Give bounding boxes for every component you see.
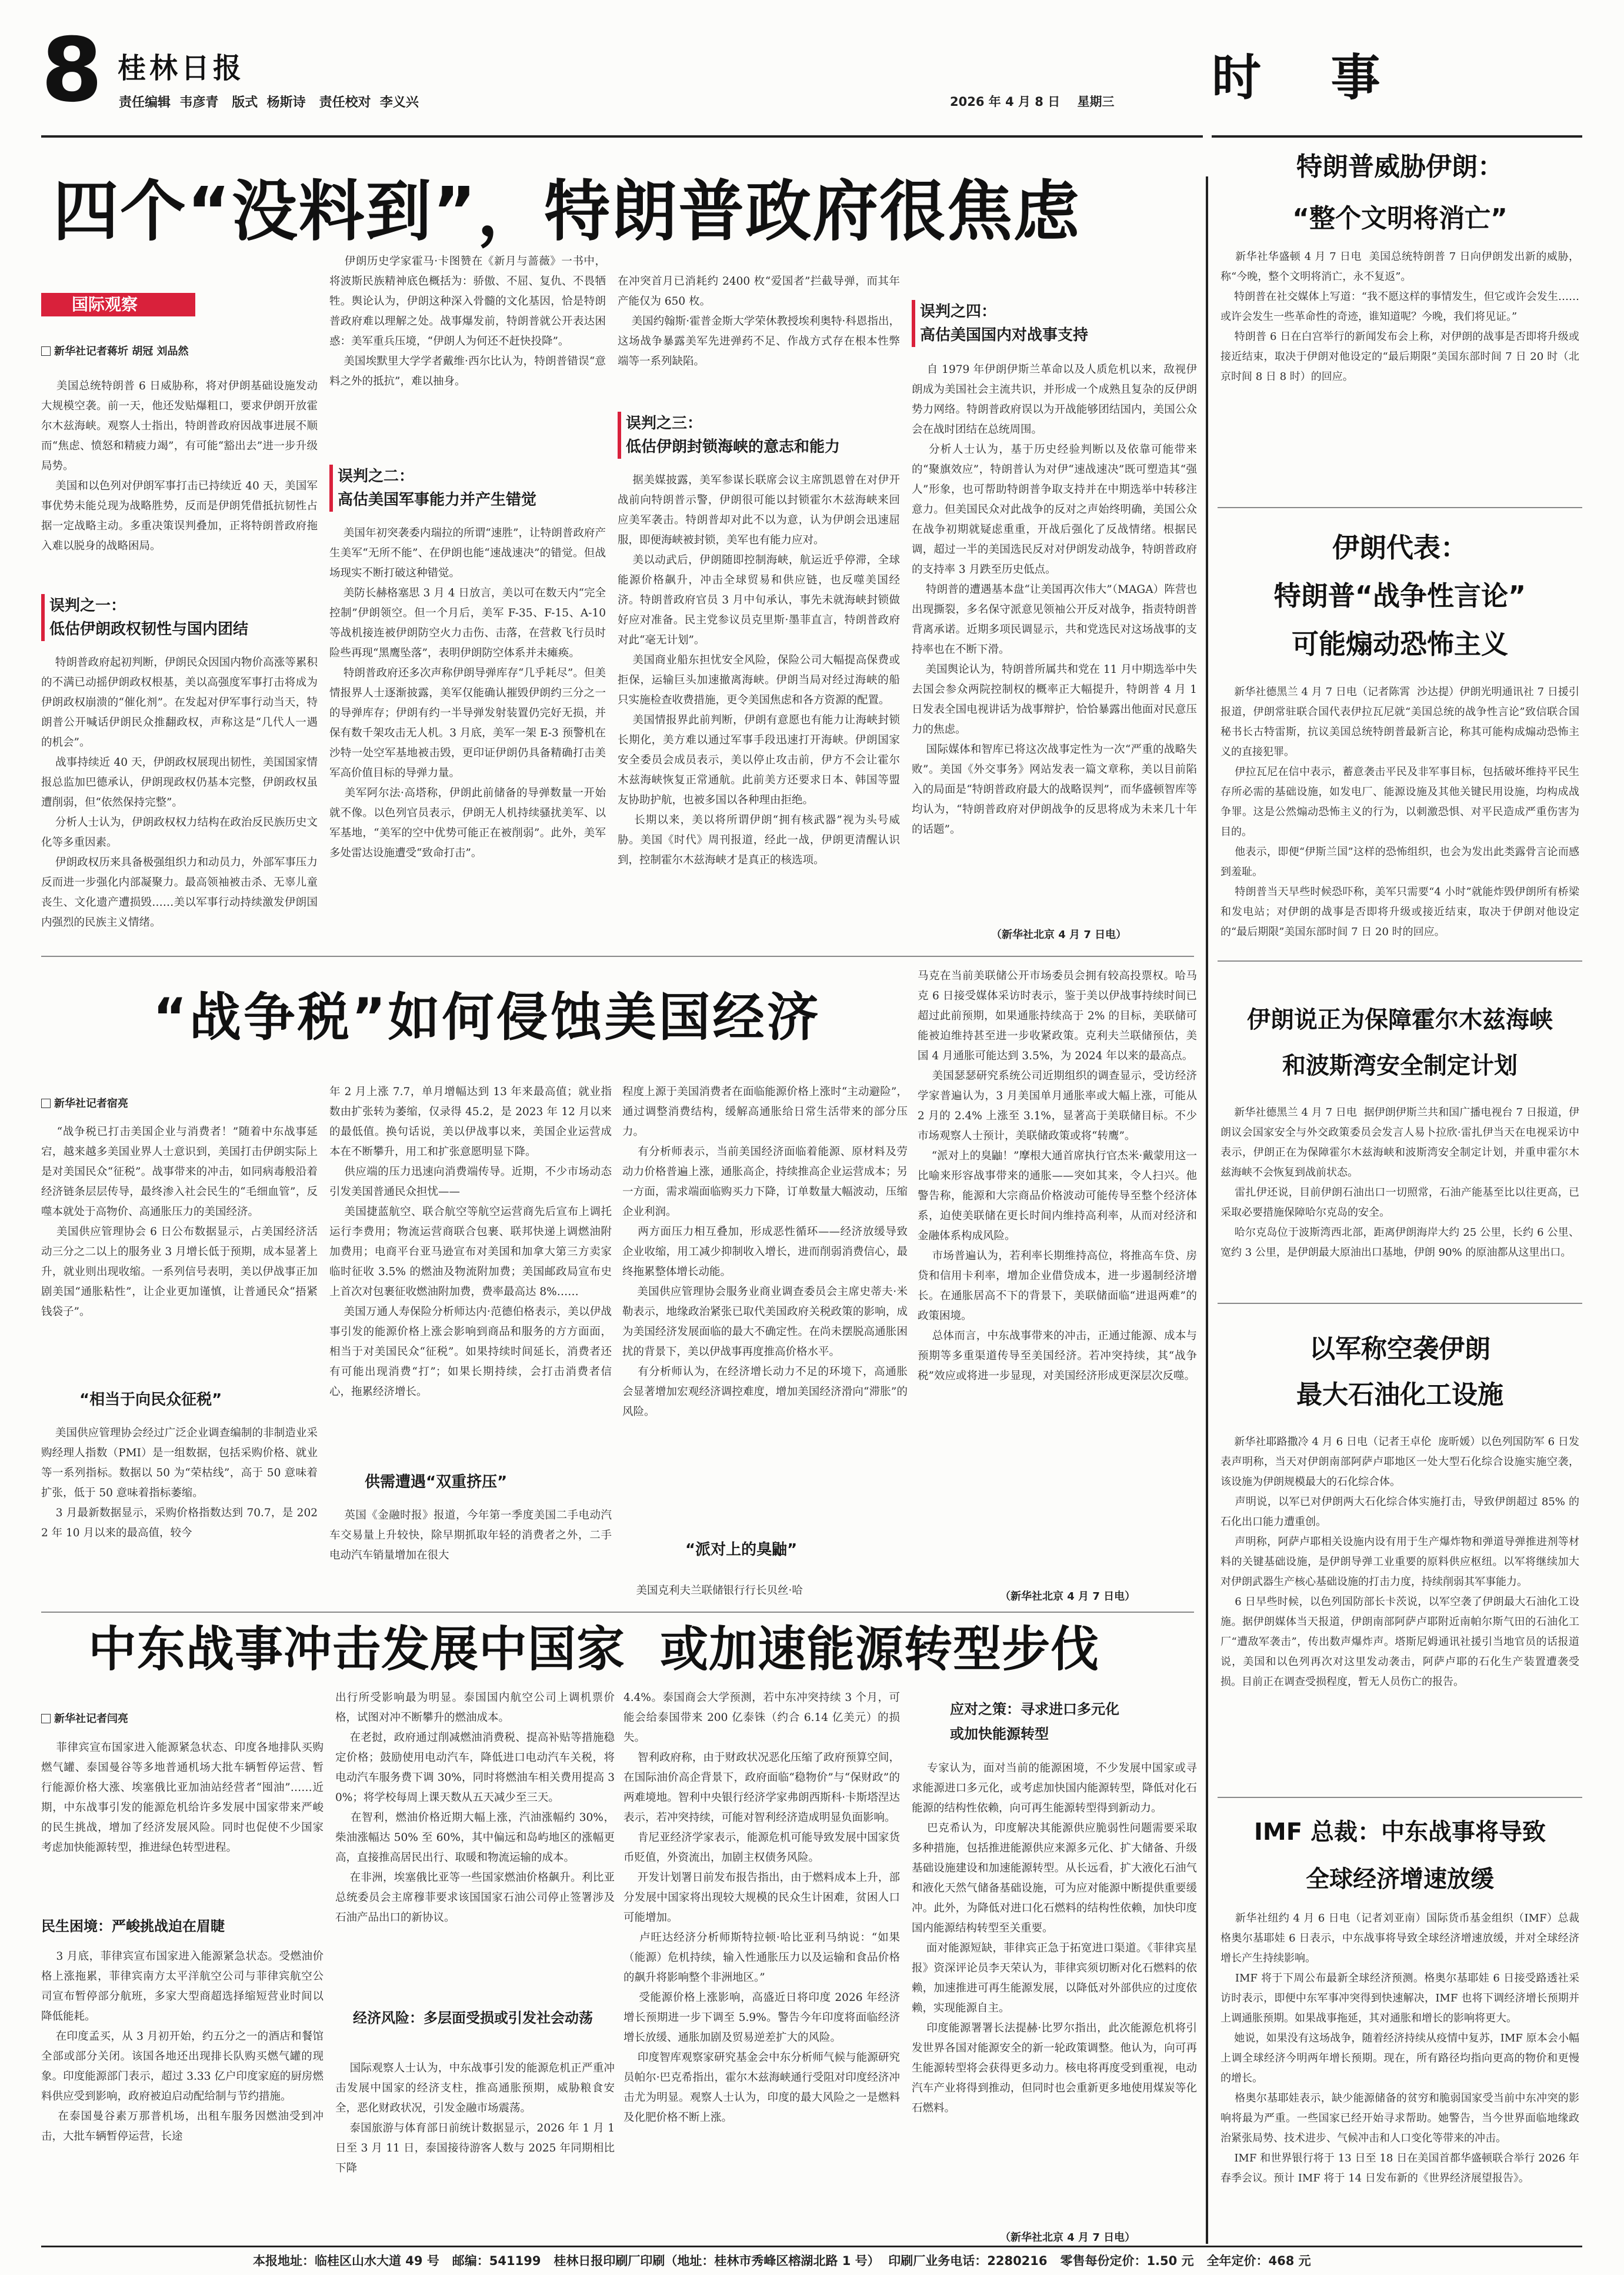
article2-s3-text: 美国克利夫兰联储银行行长贝丝·哈 bbox=[622, 1585, 803, 1597]
sidebar-item-3-title: 伊朗说正为保障霍尔木兹海峡 和波斯湾安全制定计划 bbox=[1247, 1006, 1553, 1079]
article2-s1-text: 美国供应管理协会经过广泛企业调查编制的非制造业采购经理人指数（PMI）是一组数据，包括采购价格、就业等一系列指标。数据以 50 为“荣枯线”，高于 50 意味着扩张，低于 50 意味着指标萎缩。 3 月最新数据显示，采购价格指数达到 70.7，是 2022 年 10 月以来的最高值，较今 bbox=[41, 1427, 318, 1539]
byline-marker-icon bbox=[41, 1099, 51, 1108]
bottom-rule bbox=[41, 2246, 1582, 2247]
sidebar-item-1-text: 新华社华盛顿 4 月 7 日电 美国总统特朗普 7 日向伊朗发出新的威胁，称“今晚，整个文明将消亡，永不复返”。 特朗普在社交媒体上写道：“我不愿这样的事情发生，但它或许会发生……或许会发生一些革命性的奇迹，谁知道呢？今晚，我们将见证。” 特朗普 6 日在白宫举行的新闻发布会上称，对伊朗的战事是否即将升级或接近结束，取决于伊朗对他设定的“最后期限”美国东部时间 7 日 20 时（北京时间 8 日 8 时）的回应。 bbox=[1220, 251, 1579, 383]
article1-byline: 新华社记者蒋圻 胡冠 刘品然 bbox=[41, 343, 189, 358]
article1-headline: 四个“没料到”，特朗普政府很焦虑 bbox=[53, 174, 1081, 250]
article2-col1-lead: “战争税已打击美国企业与消费者！”随着中东战事延宕，越来越多美国业界人士意识到，美国打击伊朗实际上是对美国民众“征税”。战事带来的冲击，如同病毒般沿着经济链条层层传导，最终渗入社会民生的“毛细血管”，反噬本就处于高物价、高通胀压力的美国经济。 美国供应管理协会 6 日公布数据显示，占美国经济活动三分之二以上的服务业 3 月增长低于预期，成本显著上升，就业则出现收缩。一系列信号表明，美以伊战事正加剧美国“通胀粘性”，让企业更加谨慎，让普通民众“捂紧钱袋子”。 bbox=[41, 1126, 318, 1318]
section-name: 时 事 bbox=[1212, 48, 1392, 106]
paper-name: 桂林日报 bbox=[118, 52, 245, 85]
article3-col3: 4.4%。泰国商会大学预测，若中东冲突持续 3 个月，可能会给泰国带来 200 亿泰铢（约合 6.14 亿美元）的损失。 智利政府称，由于财政状况恶化压缩了政府预算空间，在国际油价高企背景下，政府面临“稳物价”与“保财政”的两难境地。智利中央银行经济学家弗朗西斯科·卡斯塔涅达表示，若冲突持续，可能对智利经济造成明显负面影响。 肯尼亚经济学家表示，能源危机可能导致发展中国家货币贬值，外资流出，加剧主权债务风险。 开发计划署日前发布报告指出，由于燃料成本上升，部分发展中国家将出现较大规模的民众生计困难，贫困人口可能增加。 卢旺达经济分析师斯特拉顿·哈比亚利马纳说：“如果（能源）危机持续，输入性通胀压力以及运输和食品价格的飙升将影响整个非洲地区。” 受能源价格上涨影响，高盛近日将印度 2026 年经济增长预期进一步下调至 5.9%。警告今年印度将面临经济增长放缓、通胀加剧及贸易逆差扩大的风险。 印度智库观察家研究基金会中东分析师气候与能源研究员帕尔·巴克希指出，霍尔木兹海峡通行受阻对印度经济冲击尤为明显。观察人士认为，印度的最大风险之一是燃料及化肥价格不断上涨。 bbox=[623, 1692, 901, 2124]
sidebar-item-2-title: 伊朗代表： 特朗普“战争性言论” 可能煽动恐怖主义 bbox=[1273, 532, 1526, 660]
article1-s3-title: 误判之三： 低估伊朗封锁海峡的意志和能力 bbox=[618, 412, 902, 459]
article1-s4-title: 误判之四： 高估美国国内对战事支持 bbox=[912, 300, 1196, 347]
article1-s4-text: 自 1979 年伊朗伊斯兰革命以及人质危机以来，敌视伊朗成为美国社会主流共识，并形成一个成熟且复杂的反伊朗势力网络。特朗普政府误以为开战能够团结国内，美国公众会在战时团结在总统周围。 分析人士认为，基于历史经验判断以及依靠可能带来的“聚旗效应”，特朗普认为对伊“速战速决”既可塑造其“强人”形象，也可帮助特朗普争取支持并在中期选举中转移注意力。但美国民众对此战争的反对之声始终明确，美国公众在战争初期就疑虑重重，开战后强化了反战情绪。根据民调，超过一半的美国选民反对对伊朗发动战争，特朗普政府的支持率 3 月跌至历史低点。 特朗普的遭遇基本盘“让美国再次伟大”（MAGA）阵营也出现撕裂，多名保守派意见领袖公开反对战争，指责特朗普背离承诺。近期多项民调显示，共和党选民对这场战事的支持率也在不断下滑。 美国舆论认为，特朗普所属共和党在 11 月中期选举中失去国会参众两院控制权的概率正大幅提升，特朗普 4 月 1 日发表全国电视讲话为战事辩护，恰恰暴露出他面对民意压力的焦虑。 国际媒体和智库已将这次战事定性为一次“严重的战略失败”。美国《外交事务》网站发表一篇文章称，美以目前陷入的局面是“特朗普政府最大的战略误判”，而华盛顿智库等均认为，“特朗普政府对伊朗战争的反思将成为未来几十年的话题”。 bbox=[912, 363, 1197, 836]
article1-footer: （新华社北京 4 月 7 日电） bbox=[991, 929, 1127, 941]
sidebar-item-5-text: 新华社纽约 4 月 6 日电（记者刘亚南）国际货币基金组织（IMF）总裁格奥尔基耶娃 6 日表示，中东战事将导致全球经济增速放缓，并对全球经济增长产生持续影响。 IMF 将于下周公布最新全球经济预测。格奥尔基耶娃 6 日接受路透社采访时表示，即便中东军事冲突得到快速解决，IMF 也将下调经济增长预期并上调通胀预期。如果战事拖延，其对通胀和增长的影响将更大。 她说，如果没有这场战争，随着经济持续从疫情中复苏，IMF 原本会小幅上调全球经济今明两年增长预期。现在，所有路径均指向更高的物价和更慢的增长。 格奥尔基耶娃表示，缺少能源储备的贫穷和脆弱国家受当前中东冲突的影响将最为严重。一些国家已经开始寻求帮助。她警告，当今世界面临地缘政治紧张局势、技术进步、气候冲击和人口变化等带来的冲击。 IMF 和世界银行将于 13 日至 18 日在美国首都华盛顿联合举行 2026 年春季会议。预计 IMF 将于 14 日发布新的《世界经济展望报告》。 bbox=[1220, 1912, 1580, 2184]
article1-tag: 国际观察 bbox=[72, 295, 138, 314]
article3-byline: 新华社记者闫亮 bbox=[41, 1710, 128, 1726]
sidebar-rule-3 bbox=[1218, 1303, 1582, 1304]
masthead-rule bbox=[41, 135, 1203, 138]
article1-col2-lead: 伊朗历史学家霍马·卡图赞在《新月与蔷薇》一书中，将波斯民族精神底色概括为：骄傲、不屈、复仇、不畏牺牲。舆论认为，伊朗这种深入骨髓的文化基因，恰是特朗普政府难以理解之处。战事爆发前，特朗普就公开表达困惑：美军重兵压境，“伊朗人为何还不赶快投降”。 美国埃默里大学学者戴维·西尔比认为，特朗普错误“意料之外的抵抗”，难以抽身。 bbox=[329, 255, 606, 388]
article1-s1-title: 误判之一： 低估伊朗政权韧性与国内团结 bbox=[41, 594, 320, 641]
article1-s2-title: 误判之二： 高估美国军事能力并产生错觉 bbox=[329, 465, 608, 512]
sidebar-rule-2 bbox=[1218, 960, 1582, 962]
article1-s1-text: 特朗普政府起初判断，伊朗民众因国内物价高涨等累积的不满已动摇伊朗政权根基，美以高强度军事打击将成为伊朗政权崩溃的“催化剂”。在发起对伊军事行动当天，特朗普公开喊话伊朗民众推翻政权，声称这是“几代人一遇的机会”。 战事持续近 40 天，伊朗政权展现出韧性，美国国家情报总监加巴德承认，伊朗现政权仍基本完整，伊朗政权虽遭削弱，但“依然保持完整”。 分析人士认为，伊朗政权权力结构在政治反民族历史文化等多重因素。 伊朗政权历来具备极强组织力和动员力，外部军事压力反而进一步强化内部凝聚力。最高领袖被击杀、无辜儿童丧生、文化遗产遭损毁……美以军事行动持续激发伊朗国内强烈的民族主义情绪。 bbox=[41, 656, 318, 929]
article3-s1-text: 3 月底，菲律宾宣布国家进入能源紧急状态。受燃油价格上涨拖累，菲律宾南方太平洋航空公司与菲律宾航空公司宣布暂停部分航班，多家大型商超选择缩短营业时间以降低能耗。 在印度孟买，从 3 月初开始，约五分之一的酒店和餐馆全部或部分关闭。该国各地还出现排长队购买燃气罐的现象。印度能源部门表示，超过 3.33 亿户印度家庭的厨房燃料供应受到影响，政府被迫启动配给制与节约措施。 在泰国曼谷素万那普机场，出租车服务因燃油受到冲击，大批车辆暂停运营，长途 bbox=[41, 1950, 324, 2143]
byline-marker-icon bbox=[41, 346, 51, 356]
publisher-info: 本报地址：临桂区山水大道 49 号 邮编：541199 桂林日报印刷厂印刷（地址：桂林市秀峰区榕湖北路 1 号） 印刷厂业务电话：2280216 零售每份定价：1.50 元 全年定价：468 元 bbox=[253, 2254, 1311, 2268]
article2-s2-text: 英国《金融时报》报道，今年第一季度美国二手电动汽车交易量上升较快，除早期抓取年轻的消费者之外，二手电动汽车销量增加在很大 bbox=[329, 1509, 612, 1562]
article3-headline: 中东战事冲击发展中国家 或加速能源转型步伐 bbox=[88, 1622, 1100, 1677]
masthead bbox=[41, 19, 1582, 132]
article2-footer: （新华社北京 4 月 7 日电） bbox=[1000, 1590, 1136, 1603]
article1-s2-text: 美国年初突袭委内瑞拉的所谓“速胜”，让特朗普政府产生美军“无所不能”、在伊朗也能“速战速决”的错觉。但战场现实不断打破这种错觉。 美防长赫格塞思 3 月 4 日放言，美以可在数天内“完全控制”伊朗领空。但一个月后，美军 F-35、F-15、A-10 等战机接连被伊朗防空火力击伤、击落，在营救飞行员时险些再现“黑鹰坠落”，表明伊朗防空体系并未瘫痪。 特朗普政府还多次声称伊朗导弹库存“几乎耗尽”。但美情报界人士逐渐披露，美军仅能确认摧毁伊朗约三分之一的导弹库存；伊朗有约一半导弹发射装置仍完好无损，并保有数千架攻击无人机。3 月底，美军一架 E-3 预警机在沙特一处空军基地被击毁，更印证伊朗仍具备精确打击美军高价值目标的导弹力量。 美军阿尔法·高塔称，伊朗此前储备的导弹数量一开始就不像。以色列官员表示，伊朗无人机持续骚扰美军、以军基地，“美军的空中优势可能正在被削弱”。此外，美军多处雷达设施遭受“致命打击”。 bbox=[329, 527, 606, 859]
article3-s2-title: 经济风险：多层面受损或引发社会动荡 bbox=[353, 2010, 593, 2026]
sidebar-item-3-text: 新华社德黑兰 4 月 7 日电 据伊朗伊斯兰共和国广播电视台 7 日报道，伊朗议会国家安全与外交政策委员会发言人易卜拉欣·雷扎伊当天在电视采访中表示，伊朗正在为保障霍尔木兹海峡和波斯湾安全制定计划，并重申霍尔木兹海峡不会恢复到战前状态。 雷扎伊还说，目前伊朗石油出口一切照常，石油产能基至比以往更高，已采取必要措施保障哈尔克岛的安全。 哈尔克岛位于波斯湾西北部，距离伊朗海岸大约 25 公里，长约 6 公里、宽约 3 公里，是伊朗最大原油出口基地，伊朗 90% 的原油都从这里出口。 bbox=[1220, 1106, 1580, 1259]
issue-date: 2026 年 4 月 8 日 星期三 bbox=[950, 95, 1115, 109]
page-number: 8 bbox=[41, 19, 103, 122]
article2-col3-lead: 程度上源于美国消费者在面临能源价格上涨时“主动避险”，通过调整消费结构，缓解高通胀给日常生活带来的部分压力。 有分析师表示，当前美国经济面临着能源、原材料及劳动力价格普遍上涨，通胀高企，持续推高企业运营成本；另一方面，需求端面临购买力下降，订单数量大幅波动，压缩企业利润。 两方面压力相互叠加，形成恶性循环——经济放缓导致企业收缩，用工减少抑制收入增长，进而削弱消费信心，最终拖累整体增长动能。 美国供应管理协会服务业商业调查委员会主席史蒂夫·米勒表示，地缘政治紧张已取代美国政府关税政策的影响，成为美国经济发展面临的最大不确定性。在尚未摆脱高通胀困扰的背景下，美以伊战事再度推高价格水平。 有分析师认为，在经济增长动力不足的环境下，高通胀会显著增加宏观经济调控难度，增加美国经济滑向“滞胀”的风险。 bbox=[622, 1086, 908, 1418]
sidebar-divider bbox=[1206, 176, 1208, 2244]
article1-col1-lead: 美国总统特朗普 6 日威胁称，将对伊朗基础设施发动大规模空袭。前一天，他还发贴爆粗口，要求伊朗开放霍尔木兹海峡。观察人士指出，特朗普政府因战事进展不顺而“焦虑、愤怒和精疲力竭”，有可能“豁出去”进一步升级局势。 美国和以色列对伊朗军事打击已持续近 40 天，美国军事优势未能兑现为战略胜势，反而是伊朗凭借抵抗韧性占据一定战略主动。多重决策误判叠加，正将特朗普政府拖入难以脱身的战略困局。 bbox=[41, 380, 318, 552]
sidebar-item-4-text: 新华社耶路撒冷 4 月 6 日电（记者王卓伦 庞昕媛）以色列国防军 6 日发表声明称，当天对伊朗南部阿萨卢耶地区一处大型石化综合设施实施空袭，该设施为伊朗规模最大的石化综合体。 声明说，以军已对伊朗两大石化综合体实施打击，导致伊朗超过 85% 的石化出口能力遭重创。 声明称，阿萨卢耶相关设施内设有用于生产爆炸物和弹道导弹推进剂等材料的关键基础设施，是伊朗导弹工业重要的原料供应枢纽。以军将继续加大对伊朗武器生产核心基础设施的打击力度，持续削弱其军事能力。 6 日早些时候，以色列国防部长卡茨说，以军空袭了伊朗最大石油化工设施。据伊朗媒体当天报道，伊朗南部阿萨卢耶附近南帕尔斯气田的石油化工厂“遭敌军袭击”，传出数声爆炸声。塔斯尼姆通讯社援引当地官员的话报道说，美国和以色列再次对这里发动袭击，阿萨卢耶的石化生产装置遭袭受损。目前正在调查受损程度，暂无人员伤亡的报告。 bbox=[1220, 1436, 1580, 1688]
sidebar-item-1-title: 特朗普威胁伊朗： “整个文明将消亡” bbox=[1292, 152, 1508, 233]
article3-s3-text: 专家认为，面对当前的能源困境，不少发展中国家或寻求能源进口多元化，或考虑加快国内能源转型，降低对化石能源的结构性依赖，向可再生能源转型得到新动力。 巴克希认为，印度解决其能源供应脆弱性问题需要采取多种措施，包括推进能源供应来源多元化、扩大储备、升级基础设施建设和加速能源转型。从长远看，扩大液化石油气和液化天然气储备基础设施，可为应对能源中断提供重要缓冲。此外，为降低对进口化石燃料的结构性依赖，加快印度国内能源结构转型至关重要。 面对能源短缺，菲律宾正急于拓宽进口渠道。《菲律宾星报》资深评论员李天荣认为，菲律宾须切断对化石燃料的依赖，加速推进可再生能源发展，以降低对外部供应的过度依赖，实现能源自主。 印度能源署署长法提赫·比罗尔指出，此次能源危机将引发世界各国对能源安全的新一轮政策调整。他认为，向可再生能源转型将会获得更多动力。核电将再度受到重视，电动汽车产业将得到推动，但同时也会重新更多地使用煤炭等化石燃料。 bbox=[912, 1762, 1197, 2114]
article3-s3-title: 应对之策：寻求进口多元化 或加快能源转型 bbox=[950, 1701, 1119, 1742]
article2-col2-lead: 年 2 月上涨 7.7，单月增幅达到 13 年来最高值；就业指数由扩张转为萎缩，仅录得 45.2，是 2023 年 12 月以来的最低值。换句话说，美以伊战事以来，美国企业运营成本在不断攀升，用工和扩张意愿明显下降。 供应端的压力迅速向消费端传导。近期，不少市场动态引发美国普通民众担忧—— 美国捷蓝航空、联合航空等航空运营商先后宣布上调托运行李费用；物流运营商联合包裹、联邦快递上调燃油附加费用；电商平台亚马逊宣布对美国和加拿大第三方卖家临时征收 3.5% 的燃油及物流附加费；美国邮政局宣布史上首次对包裹征收燃油附加费，费率最高达 8%…… 美国万通人寿保险分析师达内·范德伯格表示，美以伊战事引发的能源价格上涨会影响到商品和服务的方方面面，相当于对美国民众“征税”。如果持续时间延长，消费者还有可能出现消费“打”；如果长期持续，会打击消费者信心，拖累经济增长。 bbox=[329, 1086, 612, 1398]
article1-s3-text: 据美媒披露，美军参谋长联席会议主席凯恩曾在对伊开战前向特朗普示警，伊朗很可能以封锁霍尔木兹海峡来回应美军袭击。特朗普却对此不以为意，认为伊朗会迅速屈服，即便海峡被封锁，美军也有能力应对。 美以动武后，伊朗随即控制海峡，航运近乎停滞，全球能源价格飙升，冲击全球贸易和供应链，也反噬美国经济。特朗普政府官员 3 月中旬承认，事先未就海峡封锁做好应对准备。民主党参议员克里斯·墨菲直言，特朗普政府对此“毫无计划”。 美国商业船东担忧安全风险，保险公司大幅提高保费或拒保，运输巨头加速撤离海峡。伊朗当局对经过海峡的船只实施检查收费措施，更令美国焦虑和各方资源的配置。 美国情报界此前判断，伊朗有意愿也有能力让海峡封锁长期化，美方难以通过军事手段迅速打开海峡。伊朗国家安全委员会成员表示，美以停止攻击前，伊方不会让霍尔木兹海峡恢复正常通航。此前美方还要求日本、韩国等盟友协助护航，也被多国以各种理由拒绝。 长期以来，美以将所谓伊朗“拥有核武器”视为头号威胁。美国《时代》周刊报道，经此一战，伊朗更清醒认识到，控制霍尔木兹海峡才是真正的核选项。 bbox=[618, 474, 901, 866]
article3-col2-lead: 出行所受影响最为明显。泰国国内航空公司上调机票价格，试图对冲不断攀升的燃油成本。 在老挝，政府通过削减燃油消费税、提高补贴等措施稳定价格；鼓励使用电动汽车，降低进口电动汽车关税，将电动汽车服务费下调 30%，同时将燃油车相关费用提高 30%；将学校每周上课天数从五天减少至三天。 在智利，燃油价格近期大幅上涨，汽油涨幅约 30%，柴油涨幅达 50% 至 60%，其中偏远和岛屿地区的涨幅更高，直接推高居民出行、取暖和物流运输的成本。 在非洲，埃塞俄比亚等一些国家燃油价格飙升。利比亚总统委员会主席穆菲要求该国国家石油公司停止签署涉及石油产品出口的新协议。 bbox=[335, 1692, 615, 1924]
article2-s1-title: “相当于向民众征税” bbox=[79, 1391, 222, 1409]
article3-col1-lead: 菲律宾宣布国家进入能源紧急状态、印度各地排队买购燃气罐、泰国曼谷等多地普通机场大批车辆暂停运营、暂行能源价格大涨、埃塞俄比亚加油站经营者“囤油”……近期，中东战事引发的能源危机给许多发展中国家带来严峻的民生挑战，增加了经济发展风险。同时也促使不少国家考虑加快能源转型，推进绿色转型进程。 bbox=[41, 1742, 324, 1854]
article2-s3-title: “派对上的臭鼬” bbox=[685, 1541, 798, 1559]
article3-footer: （新华社北京 4 月 7 日电） bbox=[1000, 2231, 1136, 2244]
article1-tag-wrap bbox=[41, 293, 195, 316]
article2-col4: 马克在当前美联储公开市场委员会拥有较高投票权。哈马克 6 日接受媒体采访时表示，鉴于美以伊战事持续时间已超过此前预期，如果通胀持续高于 2% 的目标，美联储可能被迫维持甚至进一步收紧政策。克利夫兰联储预估，美国 4 月通胀可能达到 3.5%，为 2024 年以来的最高点。 美国瑟瑟研究系统公司近期组织的调查显示，受访经济学家普遍认为，3 月美国单月通胀率或大幅上涨，可能从 2 月的 2.4% 上涨至 3.1%，显著高于美联储目标。不少市场观察人士预计，美联储政策或将“转鹰”。 “派对上的臭鼬！”摩根大通首席执行官杰米·戴蒙用这一比喻来形容战事带来的通胀——突如其来，令人扫兴。他警告称，能源和大宗商品价格波动可能传导至整个经济体系，迫使美联储在更长时间内维持高利率，从而对经济和金融体系构成风险。 市场普遍认为，若利率长期维持高位，将推高车贷、房贷和信用卡利率，增加企业借贷成本，进一步遏制经济增长。在通胀居高不下的背景下，美联储面临“进退两难”的政策困境。 总体而言，中东战事带来的冲击，正通过能源、成本与预期等多重渠道传导至美国经济。若冲突持续，其“战争税”效应或将进一步显现，对美国经济形成更深层次反噬。 bbox=[918, 970, 1197, 1382]
byline-marker-icon bbox=[41, 1714, 51, 1723]
masthead-rule-right bbox=[1212, 135, 1582, 138]
article3-s1-title: 民生困境：严峻挑战迫在眉睫 bbox=[41, 1918, 225, 1934]
sidebar-item-5-title: IMF 总裁：中东战事将导致 全球经济增速放缓 bbox=[1254, 1819, 1546, 1893]
article1-bottom-rule bbox=[41, 956, 1194, 957]
article2-byline: 新华社记者宿亮 bbox=[41, 1095, 128, 1110]
sidebar-item-4-title: 以军称空袭伊朗 最大石油化工设施 bbox=[1296, 1334, 1503, 1410]
sidebar-rule-4 bbox=[1218, 1797, 1582, 1798]
staff-line: 责任编辑 韦彦青 版式 杨斯诗 责任校对 李义兴 bbox=[119, 95, 419, 110]
article2-headline: “战争税”如何侵蚀美国经济 bbox=[153, 987, 821, 1048]
sidebar-item-2-text: 新华社德黑兰 4 月 7 日电（记者陈霄 沙达提）伊朗光明通讯社 7 日援引报道，伊朗常驻联合国代表伊拉瓦尼就“美国总统的战争性言论”致信联合国秘书长古特雷斯，抗议美国总统特朗普最新言论，称其可能构成煽动恐怖主义的直接犯罪。 伊拉瓦尼在信中表示，蓄意袭击平民及非军事目标，包括破坏维持平民生存所必需的基础设施，如发电厂、能源设施及其他关键民用设施，均构成战争罪。这是公然煽动恐怖主义的行为，以刺激恐惧、对平民造成严重伤害为目的。 他表示，即便“伊斯兰国”这样的恐怖组织，也会为发出此类露骨言论而感到羞耻。 特朗普当天早些时候恐吓称，美军只需要“4 小时”就能炸毁伊朗所有桥梁和发电站；对伊朗的战事是否即将升级或接近结束，取决于伊朗对他设定的“最后期限”美国东部时间 7 日 20 时的回应。 bbox=[1220, 686, 1580, 938]
article1-col3-lead: 在冲突首月已消耗约 2400 枚“爱国者”拦截导弹，而其年产能仅为 650 枚。 美国约翰斯·霍普金斯大学荣休教授埃利奥特·科恩指出，这场战争暴露美军先进弹药不足、作战方式存在根本性弊端等一系列缺陷。 bbox=[618, 275, 900, 368]
sidebar-rule-1 bbox=[1218, 507, 1582, 508]
article2-s2-title: 供需遭遇“双重挤压” bbox=[365, 1473, 508, 1491]
article3-s2-text: 国际观察人士认为，中东战事引发的能源危机正严重冲击发展中国家的经济支柱，推高通胀预期，威胁粮食安全，恶化财政状况，引发金融市场震荡。 泰国旅游与体育部日前统计数据显示，2026 年 1 月 1 日至 3 月 11 日，泰国接待游客人数与 2025 年同期相比下降 bbox=[335, 2062, 615, 2174]
article2-bottom-rule bbox=[41, 1612, 1194, 1613]
